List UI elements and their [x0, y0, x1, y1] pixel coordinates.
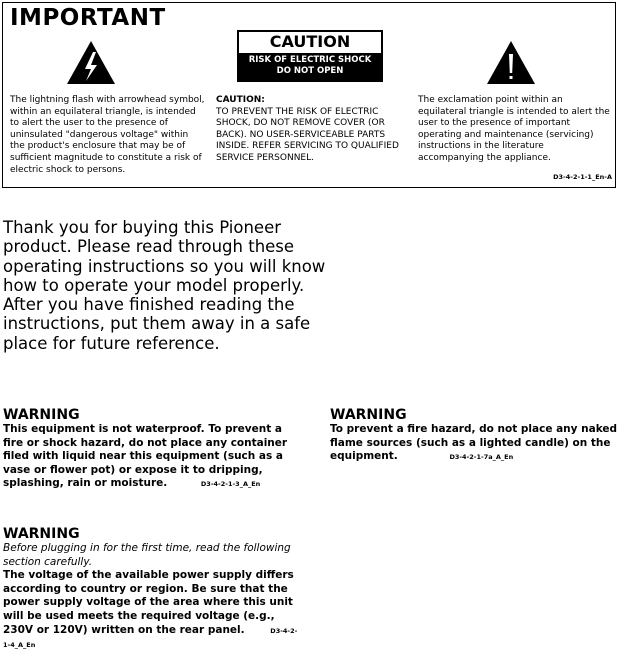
warning-heading: WARNING — [3, 526, 80, 542]
warning-text: To prevent a fire hazard, do not place any naked flame sources (such as a lighted candle) on the equipment. — [330, 423, 618, 463]
warning-code: D3-4-2-1-4_A_En — [3, 626, 298, 650]
caution-heading: CAUTION: — [216, 95, 265, 105]
warning-intro: Before plugging in for the first time, read the following section carefully. — [3, 542, 291, 568]
caution-label-line2: DO NOT OPEN — [276, 66, 344, 76]
caution-instructions — [216, 95, 411, 165]
warning-code: D3-4-2-1-7a_A_En — [449, 453, 514, 462]
warning-waterproof — [3, 407, 303, 492]
exclamation-explanation: The exclamation point within an equilateral triangle is intended to alert the user to the presence of important operating and maintenance (servicing) instructions in the literature accompanying the appliance. — [418, 95, 610, 163]
exclamation-warning-icon — [486, 40, 536, 85]
lightning-explanation: The lightning flash with arrowhead symbol, within an equilateral triangle, is intended to alert the user to the presence of uninsulated "dangerous voltage" within the product's enclosure that may be of sufficient magnitude to constitute a risk of electric shock to persons. — [10, 95, 205, 175]
caution-label-line1: RISK OF ELECTRIC SHOCK — [248, 55, 372, 65]
warning-code: D3-4-2-1-3_A_En — [200, 480, 261, 489]
lightning-warning-icon — [66, 40, 116, 85]
important-title: IMPORTANT — [10, 5, 166, 31]
thank-you-text: Thank you for buying this Pioneer product. Please read through these operating instructions so you will know how to operate your model properly. After you have finished reading the instructions, put them away in a safe place for future reference. — [3, 218, 326, 353]
caution-text: TO PREVENT THE RISK OF ELECTRIC SHOCK, DO NOT REMOVE COVER (OR BACK). NO USER-SERVICEABLE PARTS INSIDE. REFER SERVICING TO QUALIFIED SERVICE PERSONNEL. — [216, 106, 399, 163]
warning-heading: WARNING — [3, 407, 80, 423]
caution-label — [237, 30, 383, 82]
warning-voltage — [3, 526, 303, 653]
warning-fire — [330, 407, 620, 465]
warning-text: The voltage of the available power supply differs according to country or region. Be sure that the power supply voltage of the area where this unit will be used meets the required voltage (e.g., 230V or 120V) written on the rear panel. — [3, 569, 294, 636]
warning-text: This equipment is not waterproof. To prevent a fire or shock hazard, do not place any container filed with liquid near this equipment (such as a vase or flower pot) or expose it to dripping, splashing, rain or moisture. — [3, 423, 288, 490]
caution-label-title: CAUTION — [269, 32, 351, 51]
warning-heading: WARNING — [330, 407, 407, 423]
code-important: D3-4-2-1-1_En-A — [553, 173, 612, 181]
